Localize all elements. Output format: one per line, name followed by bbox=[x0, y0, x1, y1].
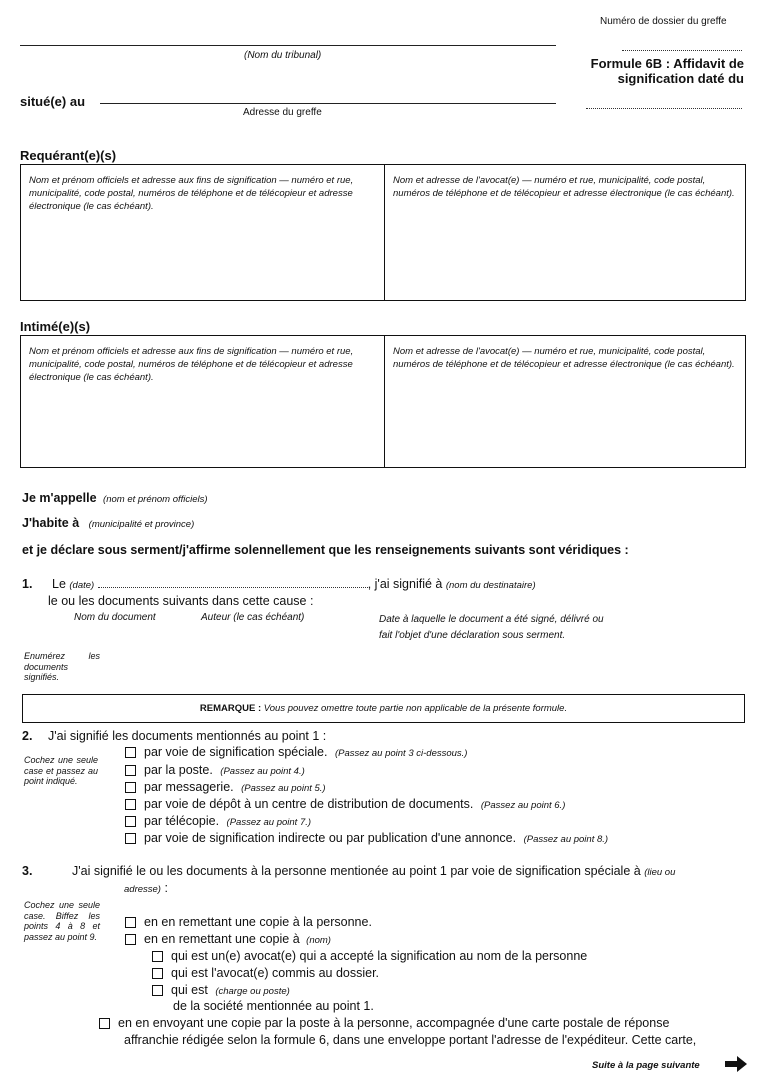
col-document-name: Nom du document bbox=[74, 612, 156, 623]
docket-number-label: Numéro de dossier du greffe bbox=[600, 16, 727, 27]
item3-number: 3. bbox=[22, 864, 33, 878]
option-hint: (Passez au point 5.) bbox=[241, 783, 326, 794]
respondent-lawyer-caption: Nom et adresse de l'avocat(e) — numéro et rue, municipalité, code postal, numéros de téléphone et de télécopieur et adresse électronique (le cas échéant). bbox=[393, 346, 735, 370]
option-fax[interactable] bbox=[125, 814, 311, 828]
sub-option-continuation: de la société mentionnée au point 1. bbox=[173, 999, 374, 1013]
option-substituted-service[interactable] bbox=[125, 831, 608, 845]
court-name-field[interactable] bbox=[20, 45, 556, 46]
option-hint: (charge ou poste) bbox=[215, 986, 290, 997]
checkbox[interactable] bbox=[152, 951, 163, 962]
option-hint: (Passez au point 8.) bbox=[523, 834, 609, 845]
applicant-party-field[interactable] bbox=[21, 165, 385, 300]
name-hint: (nom et prénom officiels) bbox=[103, 494, 208, 505]
col-author: Auteur (le cas échéant) bbox=[201, 612, 305, 623]
continued-notice: Suite à la page suivante bbox=[592, 1060, 700, 1071]
documents-list-field[interactable] bbox=[110, 648, 746, 688]
respondent-party-caption: Nom et prénom officiels et adresse aux fins de signification — numéro et rue, municipalité, code postal, numéros de téléphone et de télécopieur et adresse électronique (le cas échéant). bbox=[29, 346, 354, 383]
item3-colon: : bbox=[164, 881, 168, 895]
option-text: en en remettant une copie à la personne. bbox=[144, 915, 372, 929]
served-to-text: , j'ai signifié à bbox=[367, 577, 443, 591]
option-text: en en envoyant une copie par la poste à la personne, accompagnée d'une carte postale de réponse bbox=[118, 1016, 670, 1030]
option-text: en en remettant une copie à bbox=[144, 932, 300, 946]
arrow-right-icon bbox=[725, 1056, 747, 1072]
remark-box bbox=[22, 694, 745, 723]
option-personal-delivery[interactable] bbox=[125, 915, 372, 929]
date-hint: (date) bbox=[69, 580, 95, 591]
option-text: par voie de dépôt à un centre de distribution de documents. bbox=[144, 797, 474, 811]
option-document-exchange[interactable] bbox=[125, 797, 565, 811]
option-text: par la poste. bbox=[144, 763, 213, 777]
item3-side-note: Cochez une seule case. Biffez les points 4 à 8 et passez au point 9. bbox=[24, 900, 100, 942]
court-name-caption: (Nom du tribunal) bbox=[244, 50, 322, 61]
option-mail-with-card[interactable] bbox=[99, 1016, 669, 1030]
option-mail[interactable] bbox=[125, 763, 305, 777]
remark-label: REMARQUE : bbox=[199, 703, 262, 714]
sub-option-lawyer-of-record[interactable] bbox=[152, 966, 379, 980]
item2-side-note: Cochez une seule case et passez au point indiqué. bbox=[24, 755, 98, 786]
option-special-service[interactable] bbox=[125, 745, 467, 759]
option-text: par voie de signification indirecte ou par publication d'une annonce. bbox=[144, 831, 517, 845]
option-text: par voie de signification spéciale. bbox=[144, 745, 328, 759]
item1-line bbox=[52, 577, 536, 591]
option-courier[interactable] bbox=[125, 780, 326, 794]
service-date-field[interactable] bbox=[98, 587, 368, 588]
form-title-line2: signification daté du bbox=[617, 71, 744, 86]
checkbox[interactable] bbox=[125, 799, 136, 810]
checkbox[interactable] bbox=[125, 816, 136, 827]
name-line[interactable] bbox=[22, 491, 208, 505]
col-date-line2: fait l'objet d'une déclaration sous serment. bbox=[379, 630, 566, 641]
option-text: qui est l'avocat(e) commis au dossier. bbox=[171, 966, 380, 980]
respondent-party-field[interactable] bbox=[21, 336, 385, 467]
located-label: situé(e) au bbox=[20, 94, 86, 109]
respondent-lawyer-field[interactable] bbox=[385, 336, 745, 467]
col-date-line1: Date à laquelle le document a été signé, délivré ou bbox=[379, 614, 604, 625]
option-hint: (Passez au point 6.) bbox=[480, 800, 566, 811]
name-label: Je m'appelle bbox=[22, 491, 97, 505]
item3-hint: (lieu ou bbox=[644, 867, 676, 878]
option-delivery-to-named[interactable] bbox=[125, 932, 331, 946]
option-text: qui est bbox=[171, 983, 208, 997]
applicant-lawyer-field[interactable] bbox=[385, 165, 745, 300]
docket-number-field[interactable] bbox=[622, 50, 742, 51]
oath-statement: et je déclare sous serment/j'affirme solennellement que les renseignements suivants sont véridiques : bbox=[22, 543, 629, 557]
sub-option-corporation-officer[interactable] bbox=[152, 983, 290, 997]
form-title bbox=[591, 56, 744, 86]
checkbox[interactable] bbox=[125, 833, 136, 844]
respondents-box bbox=[20, 335, 746, 468]
item3-hint-cont: adresse) bbox=[124, 884, 161, 895]
option-hint: (Passez au point 3 ci-dessous.) bbox=[334, 748, 468, 759]
affidavit-date-field[interactable] bbox=[586, 108, 742, 109]
checkbox[interactable] bbox=[152, 985, 163, 996]
item2-intro: J'ai signifié les documents mentionnés au point 1 : bbox=[48, 729, 327, 743]
residence-label: J'habite à bbox=[22, 516, 80, 530]
remark-text: Vous pouvez omettre toute partie non applicable de la présente formule. bbox=[263, 703, 568, 714]
checkbox[interactable] bbox=[99, 1018, 110, 1029]
checkbox[interactable] bbox=[125, 765, 136, 776]
option-text: par télécopie. bbox=[144, 814, 220, 828]
respondents-heading: Intimé(e)(s) bbox=[20, 319, 91, 334]
checkbox[interactable] bbox=[125, 934, 136, 945]
checkbox[interactable] bbox=[125, 747, 136, 758]
item1-number: 1. bbox=[22, 577, 33, 591]
item1-side-note: Enumérez les documents signifiés. bbox=[24, 651, 100, 682]
option-hint: (nom) bbox=[306, 935, 331, 946]
option-mail-with-card-cont: affranchie rédigée selon la formule 6, dans une enveloppe portant l'adresse de l'expéditeur. Cette carte, bbox=[124, 1033, 697, 1047]
option-text: qui est un(e) avocat(e) qui a accepté la signification au nom de la personne bbox=[171, 949, 588, 963]
item2-number: 2. bbox=[22, 729, 33, 743]
applicants-heading: Requérant(e)(s) bbox=[20, 148, 117, 163]
applicant-lawyer-caption: Nom et adresse de l'avocat(e) — numéro et rue, municipalité, code postal, numéros de téléphone et de télécopieur et adresse électronique (le cas échéant). bbox=[393, 175, 735, 199]
documents-line: le ou les documents suivants dans cette cause : bbox=[48, 594, 314, 608]
form-title-line1: Formule 6B : Affidavit de bbox=[590, 56, 744, 71]
item3-intro-cont bbox=[124, 881, 168, 895]
checkbox[interactable] bbox=[125, 782, 136, 793]
item1-le: Le bbox=[52, 577, 66, 591]
item3-intro: J'ai signifié le ou les documents à la personne mentionée au point 1 par voie de signification spéciale à bbox=[72, 864, 641, 878]
residence-line[interactable] bbox=[22, 516, 194, 530]
applicants-box bbox=[20, 164, 746, 301]
col-date bbox=[379, 612, 604, 644]
sub-option-accepting-lawyer[interactable] bbox=[152, 949, 587, 963]
recipient-hint: (nom du destinataire) bbox=[445, 580, 536, 591]
residence-hint: (municipalité et province) bbox=[88, 519, 195, 530]
item3-intro-line bbox=[72, 864, 675, 878]
option-hint: (Passez au point 4.) bbox=[220, 766, 305, 777]
checkbox[interactable] bbox=[125, 917, 136, 928]
checkbox[interactable] bbox=[152, 968, 163, 979]
applicant-party-caption: Nom et prénom officiels et adresse aux fins de signification — numéro et rue, municipalité, code postal, numéros de téléphone et de télécopieur et adresse électronique (le cas échéant). bbox=[29, 175, 354, 212]
registry-address-field[interactable] bbox=[100, 103, 556, 104]
registry-address-caption: Adresse du greffe bbox=[243, 107, 322, 118]
option-hint: (Passez au point 7.) bbox=[226, 817, 312, 828]
option-text: par messagerie. bbox=[144, 780, 234, 794]
